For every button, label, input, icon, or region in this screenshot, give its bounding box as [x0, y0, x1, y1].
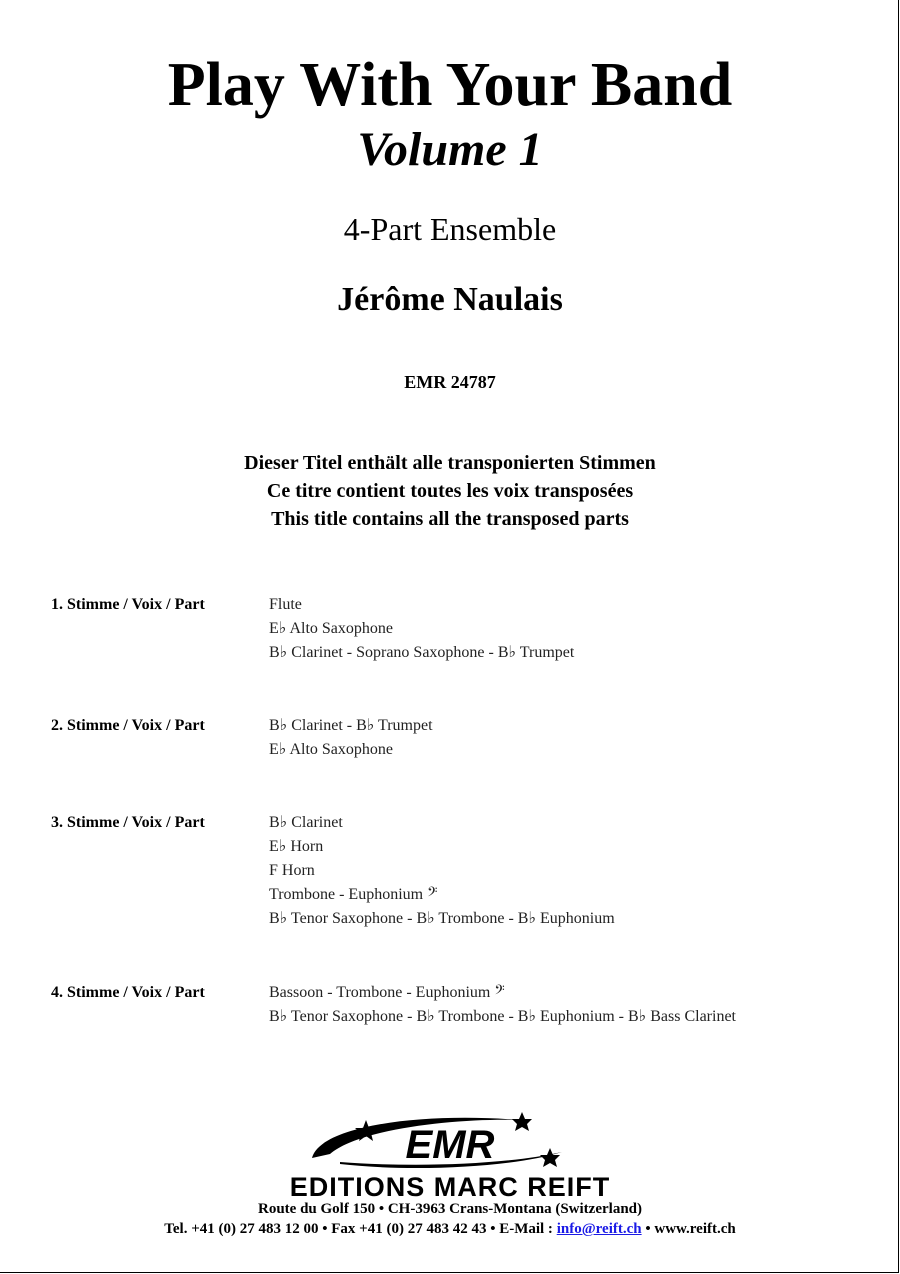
instrument-item: Trombone - Euphonium 𝄢	[269, 886, 438, 903]
instrument-item: B♭ Clarinet	[269, 814, 343, 831]
score-title: Play With Your Band	[167, 51, 733, 119]
composer-name: Jérôme Naulais	[337, 281, 563, 318]
catalog-number: EMR 24787	[404, 372, 496, 392]
contact-website: • www.reift.ch	[641, 1221, 736, 1237]
instrument-list	[269, 714, 869, 762]
instrument-list	[269, 811, 869, 931]
notice-french: Ce titre contient toutes les voix transposées	[266, 480, 634, 502]
instrument-item: Flute	[269, 596, 302, 613]
volume-title: Volume 1	[357, 123, 543, 176]
logo-text: EMR	[405, 1123, 495, 1167]
star-icon	[512, 1112, 532, 1131]
part-label: 2. Stimme / Voix / Part	[51, 717, 205, 734]
emr-logo	[300, 1106, 600, 1178]
publisher-address: Route du Golf 150 • CH-3963 Crans-Montana (Switzerland)	[258, 1201, 642, 1217]
instrument-item: B♭ Tenor Saxophone - B♭ Trombone - B♭ Euphonium	[269, 910, 615, 927]
transposition-notice	[0, 449, 900, 533]
instrument-item: B♭ Clarinet - Soprano Saxophone - B♭ Trumpet	[269, 644, 575, 661]
email-link[interactable]: info@reift.ch	[556, 1221, 642, 1237]
instrument-list	[269, 593, 869, 665]
instrument-list	[269, 981, 869, 1029]
contact-phone-fax: Tel. +41 (0) 27 483 12 00 • Fax +41 (0) 27 483 42 43 • E-Mail :	[164, 1221, 557, 1237]
notice-german: Dieser Titel enthält alle transponierten Stimmen	[244, 452, 656, 474]
publisher-contact	[0, 1220, 900, 1238]
publisher-name: EDITIONS MARC REIFT	[289, 1172, 611, 1202]
instrument-item: E♭ Horn	[269, 838, 324, 855]
instrument-item: E♭ Alto Saxophone	[269, 620, 393, 637]
part-label: 1. Stimme / Voix / Part	[51, 596, 205, 613]
part-label: 4. Stimme / Voix / Part	[51, 984, 205, 1001]
instrument-item: F Horn	[269, 862, 315, 879]
notice-english: This title contains all the transposed parts	[271, 508, 629, 530]
part-label: 3. Stimme / Voix / Part	[51, 814, 205, 831]
instrument-item: E♭ Alto Saxophone	[269, 741, 393, 758]
instrument-item: B♭ Tenor Saxophone - B♭ Trombone - B♭ Euphonium - B♭ Bass Clarinet	[269, 1008, 736, 1025]
star-icon	[540, 1148, 560, 1167]
ensemble-subtitle: 4-Part Ensemble	[343, 211, 557, 247]
instrument-item: Bassoon - Trombone - Euphonium 𝄢	[269, 984, 505, 1001]
instrument-item: B♭ Clarinet - B♭ Trumpet	[269, 717, 433, 734]
